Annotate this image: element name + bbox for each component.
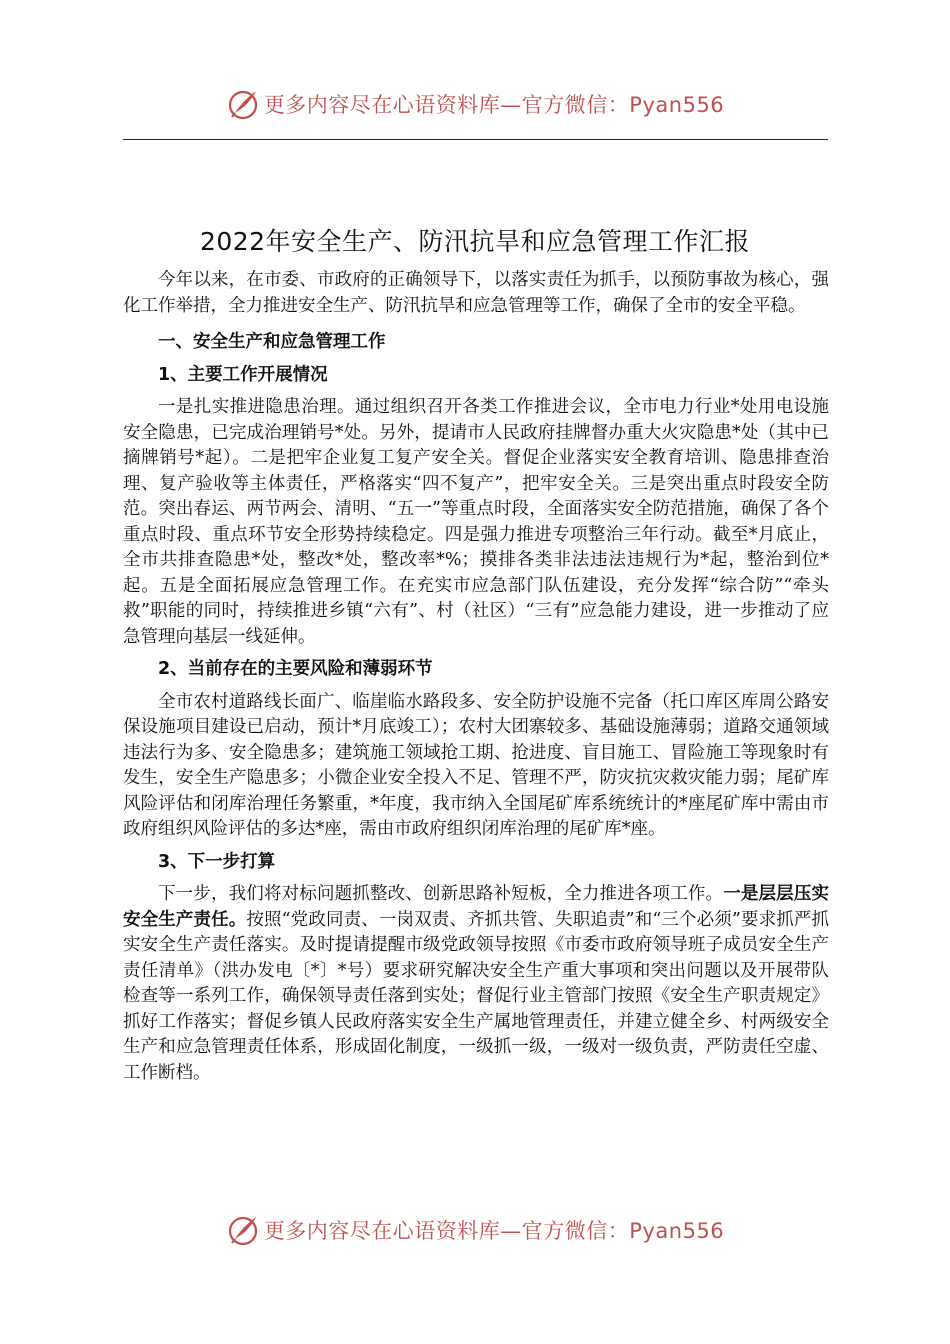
document-title: 2022年安全生产、防汛抗旱和应急管理工作汇报 [199,227,751,256]
watermark-text: 更多内容尽在心语资料库—官方微信：Pyan556 [263,1219,725,1243]
subsection-3-heading: 3、下一步打算 [158,851,276,872]
subsection-1-body: 一是扎实推进隐患治理。通过组织召开各类工作推进会议，全市电力行业*处用电设施安全隐患，已完成治理销号*处。另外，提请市人民政府挂牌督办重大火灾隐患*处（其中已摘牌销号*起）。二是把牢企业复工复产安全关。督促企业落实安全教育培训、隐患排查治理、复产验收等主体责任，严格落实“四不复产”，把牢安全关。三是突出重点时段安全防范。突出春运、两节两会、清明、“五一”等重点时段，全面落实安全防范措施，确保了各个重点时段、重点环节安全形势持续稳定。四是强力推进专项整治三年行动。截至*月底止，全市共排查隐患*处，整改*处，整改率*%；摸排各类非法违法违规行为*起，整治到位*起。五是全面拓展应急管理工作。在充实市应急部门队伍建设，充分发挥“综合防”“牵头救”职能的同时，持续推进乡镇“六有”、村（社区）“三有”应急能力建设，进一步推动了应急管理向基层一线延伸。 [123,397,829,647]
intro-paragraph: 今年以来，在市委、市政府的正确领导下，以落实责任为抓手，以预防事故为核心，强化工作举措，全力推进安全生产、防汛抗旱和应急管理等工作，确保了全市的安全平稳。 [123,270,829,316]
subsection-2-heading: 2、当前存在的主要风险和薄弱环节 [158,659,433,679]
subsection-1-heading: 1、主要工作开展情况 [158,364,328,385]
document-body [123,268,829,1086]
footer-watermark [0,1210,950,1250]
watermark-text: 更多内容尽在心语资料库—官方微信：Pyan556 [263,93,725,117]
feather-pen-logo-icon [226,87,260,121]
header-divider [123,139,828,140]
feather-pen-logo-icon [226,1213,260,1247]
subsection-3-bold-point: 一是层层压实安全生产责任。 [123,884,829,930]
section-1-heading: 一、安全生产和应急管理工作 [158,332,386,352]
subsection-2-body: 全市农村道路线长面广、临崖临水路段多、安全防护设施不完备（托口库区库周公路安保设施项目建设已启动，预计*月底竣工）；农村大团寨较多、基础设施薄弱；道路交通领域违法行为多、安全隐患多；建筑施工领域抢工期、抢进度、盲目施工、冒险施工等现象时有发生，安全生产隐患多；小微企业安全投入不足、管理不严，防灾抗灾救灾能力弱；尾矿库风险评估和闭库治理任务繁重，*年度，我市纳入全国尾矿库系统统计的*座尾矿库中需由市政府组织风险评估的多达*座，需由市政府组织闭库治理的尾矿库*座。 [123,691,829,839]
header-watermark [0,84,950,124]
subsection-3-body [123,882,829,1086]
subsection-3-rest: 按照“党政同责、一岗双责、齐抓共管、失职追责”和“三个必须”要求抓严抓实安全生产责任落实。及时提请提醒市级党政领导按照《市委市政府领导班子成员安全生产责任清单》（洪办发电〔*〕*号）要求研究解决安全生产重大事项和突出问题以及开展带队检查等一系列工作，确保领导责任落到实处；督促行业主管部门按照《安全生产职责规定》抓好工作落实；督促乡镇人民政府落实安全生产属地管理责任，并建立健全乡、村两级安全生产和应急管理责任体系，形成固化制度，一级抓一级，一级对一级负责，严防责任空虚、工作断档。 [123,909,829,1083]
subsection-3-lead: 下一步，我们将对标问题抓整改、创新思路补短板，全力推进各项工作。 [158,884,724,904]
